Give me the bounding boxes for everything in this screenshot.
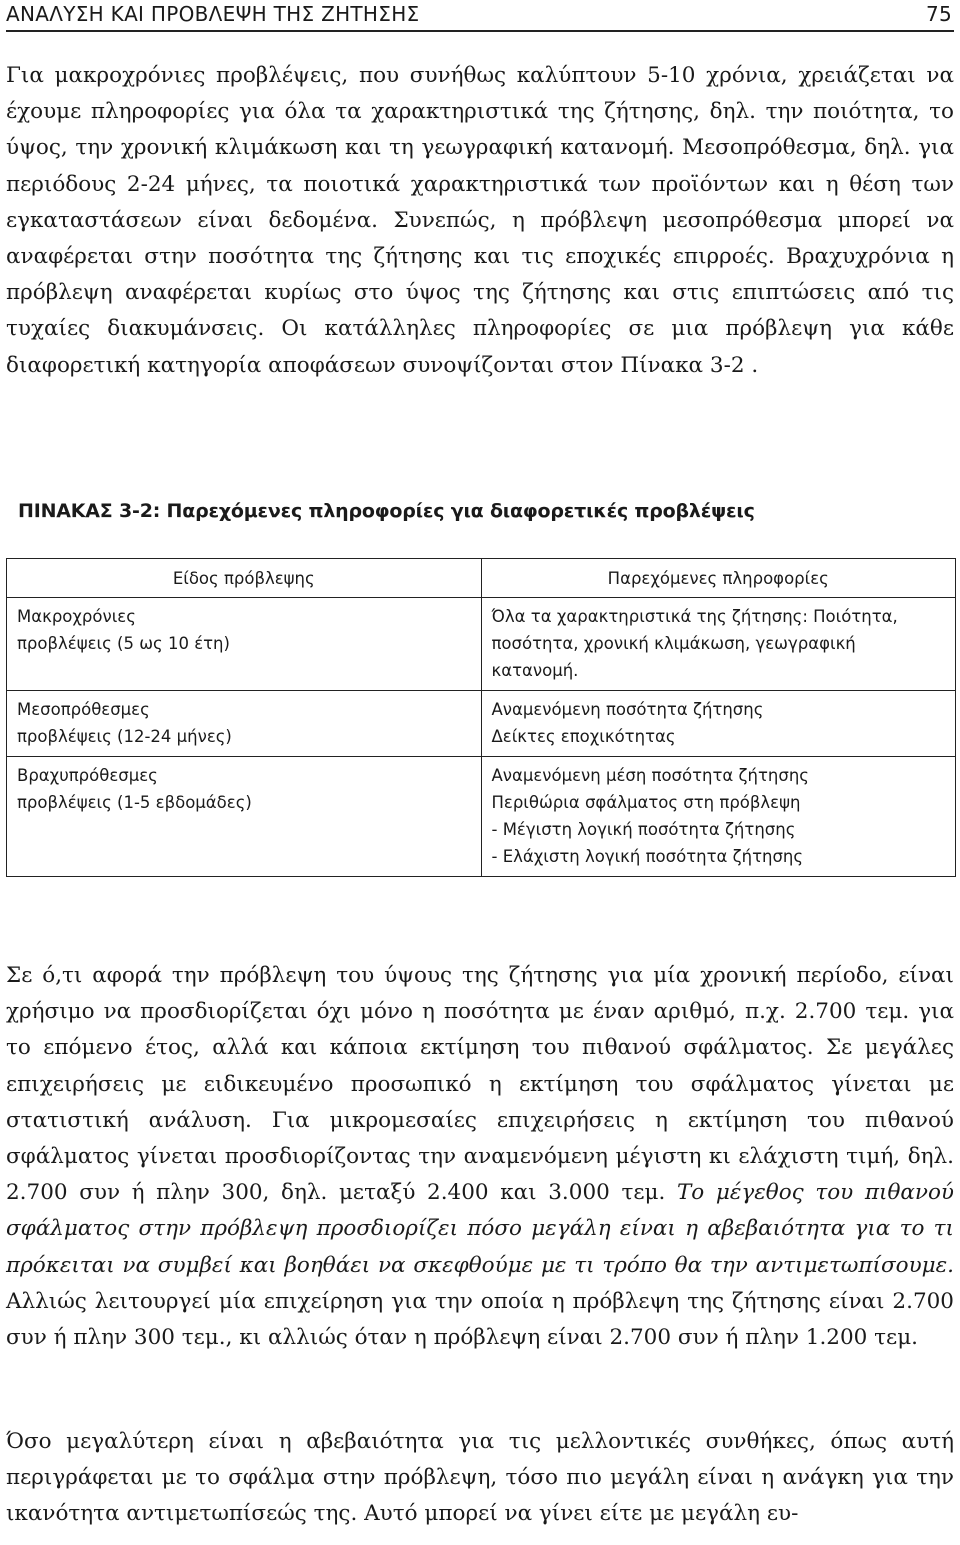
cell-line: Μεσοπρόθεσμες <box>17 700 150 719</box>
table-row <box>7 757 956 877</box>
paragraph-text: Σε ό,τι αφορά την πρόβλεψη του ύψους της ζήτησης για μία χρονική περίοδο, είναι χρήσιμο να προσδιορίζεται όχι μόνο η ποσότητα με έναν αριθμό, π.χ. 2.700 τεμ. για το επόμενο έτος, αλλά και κάποια εκτίμηση του πιθανού σφάλματος. Σε μεγάλες επιχειρήσεις με ειδικευμένο προσωπικό η εκτίμηση του σφάλματος γίνεται με στατιστική ανάλυση. Για μικρομεσαίες επιχειρήσεις η εκτίμηση του πιθανού σφάλματος γίνεται προσδιορίζοντας την αναμενόμενη μέγιστη κι ελάχιστη τιμή, δηλ. 2.700 συν ή πλην 300, δηλ. μεταξύ 2.400 και 3.000 τεμ. <box>6 963 954 1206</box>
cell-line: προβλέψεις (12-24 μήνες) <box>17 727 232 746</box>
cell-line: Δείκτες εποχικότητας <box>491 727 676 746</box>
paragraph-text: Αλλιώς λειτουργεί μία επιχείρηση για την οποία η πρόβλεψη της ζήτησης είναι 2.700 συν ή πλην 300 τεμ., κι αλλιώς όταν η πρόβλεψη είναι 2.700 συν ή πλην 1.200 τεμ. <box>6 1288 954 1351</box>
forecast-type-cell <box>7 691 482 757</box>
provided-info-cell <box>481 598 956 691</box>
paragraph-forecast-horizons: Για μακροχρόνιες προβλέψεις, που συνήθως καλύπτουν 5-10 χρόνια, χρειάζεται να έχουμε πληροφορίες για όλα τα χαρακτηριστικά της ζήτησης, δηλ. την ποιότητα, το ύψος, την χρονική κλιμάκωση και τη γεωγραφική κατανομή. Μεσοπρόθεσμα, δηλ. για περιόδους 2-24 μήνες, τα ποιοτικά χαρακτηριστικά των προϊόντων και η θέση των εγκαταστάσεων είναι δεδομένα. Συνεπώς, η πρόβλεψη μεσοπρόθεσμα μπορεί να αναφέρεται στην ποσότητα της ζήτησης και τις εποχικές επιρροές. Βραχυχρόνια η πρόβλεψη αναφέρεται κυρίως στο ύψος της ζήτησης και στις επιπτώσεις από τις τυχαίες διακυμάνσεις. Οι κατάλληλες πληροφορίες σε μια πρόβλεψη για κάθε διαφορετική κατηγορία αποφάσεων συνοψίζονται στον Πίνακα 3-2 . <box>6 63 954 378</box>
cell-line: Αναμενόμενη ποσότητα ζήτησης <box>491 700 764 719</box>
cell-line: - Ελάχιστη λογική ποσότητα ζήτησης <box>491 847 804 866</box>
page-number: 75 <box>925 2 952 26</box>
cell-line: Όλα τα χαρακτηριστικά της ζήτησης: Ποιότητα, <box>491 607 898 626</box>
header-provided-info: Παρεχόμενες πληροφορίες <box>481 559 956 598</box>
chapter-title: ΑΝΑΛΥΣΗ ΚΑΙ ΠΡΟΒΛΕΨΗ ΤΗΣ ΖΗΤΗΣΗΣ <box>6 2 420 26</box>
table-caption: ΠΙΝΑΚΑΣ 3-2: Παρεχόμενες πληροφορίες για διαφορετικές προβλέψεις <box>18 500 755 522</box>
cell-line: - Μέγιστη λογική ποσότητα ζήτησης <box>491 820 796 839</box>
paragraph-uncertainty: Όσο μεγαλύτερη είναι η αβεβαιότητα για τις μελλοντικές συνθήκες, όπως αυτή περιγράφεται με το σφάλμα στην πρόβλεψη, τόσο πιο μεγάλη είναι η ανάγκη για την ικανότητα αντιμετωπίσεώς της. Αυτό μπορεί να γίνει είτε με μεγάλη ευ- <box>6 1429 954 1527</box>
forecast-type-cell <box>7 598 482 691</box>
table-row <box>7 691 956 757</box>
table-row <box>7 598 956 691</box>
cell-line: Αναμενόμενη μέση ποσότητα ζήτησης <box>491 766 809 785</box>
cell-line: Περιθώρια σφάλματος στη πρόβλεψη <box>491 793 801 812</box>
cell-line: προβλέψεις (1-5 εβδομάδες) <box>17 793 252 812</box>
emphasis-text: Το μέγεθος του πιθανού σφάλματος στην πρόβλεψη προσδιορίζει πόσο μεγάλη είναι η αβεβαιότητα για το τι πρόκειται να συμβεί και βοηθάει να σκεφθούμε με τι τρόπο θα την αντιμετωπίσουμε. <box>6 1180 955 1278</box>
cell-line: προβλέψεις (5 ως 10 έτη) <box>17 634 230 653</box>
cell-line: Βραχυπρόθεσμες <box>17 766 158 785</box>
provided-info-cell <box>481 757 956 877</box>
forecast-type-cell <box>7 757 482 877</box>
cell-line: ποσότητα, χρονική κλιμάκωση, γεωγραφική <box>491 634 856 653</box>
page-header <box>6 0 954 32</box>
cell-line: κατανομή. <box>491 661 579 680</box>
header-forecast-type: Είδος πρόβλεψης <box>7 559 482 598</box>
paragraph-forecast-error <box>6 958 954 1356</box>
table-header-row <box>7 559 956 598</box>
cell-line: Μακροχρόνιες <box>17 607 136 626</box>
provided-info-cell <box>481 691 956 757</box>
forecast-info-table <box>6 558 956 877</box>
